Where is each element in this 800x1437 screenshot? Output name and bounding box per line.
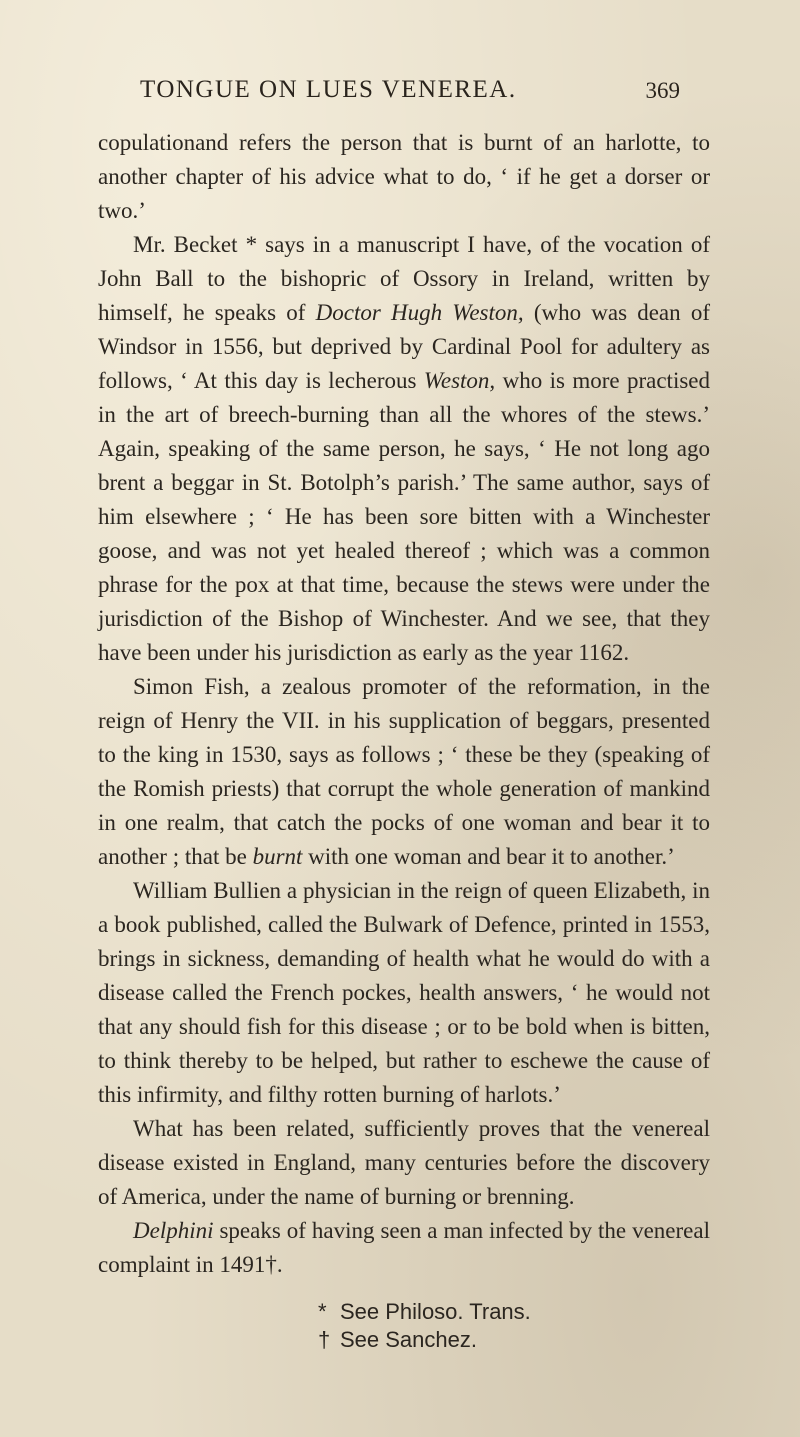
text-run: (who was dean of Windsor in 1556, but deprived by Cardinal Pool for adultery as follows, ‘ At this day is lecherous xyxy=(98,300,710,393)
text-run: Mr. Becket * says in a manuscript I have, of the vocation of John Ball to the bishopric of Ossory in Ireland, written by himself, he speaks of xyxy=(98,232,710,325)
text-run: Simon Fish, a zealous promoter of the reformation, in the reign of Henry the VII. in his supplication of beggars, presented to the king in 1530, says as follows ; ‘ these be they (speaking of the Romish priests) that corrupt the whole generation of mankind in one realm, that catch the pocks of one woman and bear it to another ; that be xyxy=(98,674,710,869)
page-number: 369 xyxy=(645,78,680,103)
paragraph-continued xyxy=(98,126,710,228)
running-head xyxy=(140,76,680,116)
text-run-italic: burnt xyxy=(252,844,303,869)
paragraph-conclusion xyxy=(98,1112,710,1214)
text-run: speaks of having seen a man infected by the venereal complaint in 1491†. xyxy=(98,1218,710,1277)
text-run: William Bullien a physician in the reign of queen Elizabeth, in a book published, called the Bulwark of Defence, printed in 1553, brings in sickness, demanding of health what he would do with a disease called the French pockes, health answers, ‘ he would not that any should fish for this disease ; or to be bold when is bitten, to think thereby to be helped, but rather to eschewe the cause of this infirmity, and filthy rotten burning of harlots.’ xyxy=(98,878,710,1107)
paragraph-simon-fish xyxy=(98,670,710,874)
footnote-text: See Philoso. Trans. xyxy=(340,1299,531,1324)
running-title: TONGUE ON LUES VENEREA. xyxy=(140,76,517,103)
footnote-mark: † xyxy=(318,1327,331,1352)
text-run: who is more practised in the art of breech-burning than all the whores of the stews.’ Again, speaking of the same person, he says, ‘ He not long ago brent a beggar in St. Botolph’s parish.’ The same author, says of him elsewhere ; ‘ He has been sore bitten with a Winchester goose, and was not yet healed thereof ; which was a common phrase for the pox at that time, because the stews were under the jurisdiction of the Bishop of Winchester. And we see, that they have been under his jurisdiction as early as the year 1162. xyxy=(98,368,710,665)
paragraph-bullien xyxy=(98,874,710,1112)
text-run-italic: Doctor Hugh Weston, xyxy=(315,300,524,325)
text-run-italic: Delphini xyxy=(133,1218,214,1243)
text-run-italic: Weston, xyxy=(423,368,496,393)
footnotes xyxy=(318,1298,531,1354)
footnote xyxy=(318,1298,531,1326)
text-run: copulationand refers the person that is burnt of an harlotte, to another chapter of his advice what to do, ‘ if he get a dorser or two.’ xyxy=(98,130,710,223)
footnote-text: See Sanchez. xyxy=(340,1327,477,1352)
paragraph-becket xyxy=(98,228,710,670)
text-run: with one woman and bear it to another.’ xyxy=(302,844,675,869)
footnote xyxy=(318,1326,531,1354)
text-run: What has been related, sufficiently proves that the venereal disease existed in England, many centuries before the discovery of America, under the name of burning or brenning. xyxy=(98,1116,710,1209)
body-text xyxy=(98,126,710,1282)
paragraph-delphini xyxy=(98,1214,710,1282)
footnote-mark: * xyxy=(318,1299,327,1324)
